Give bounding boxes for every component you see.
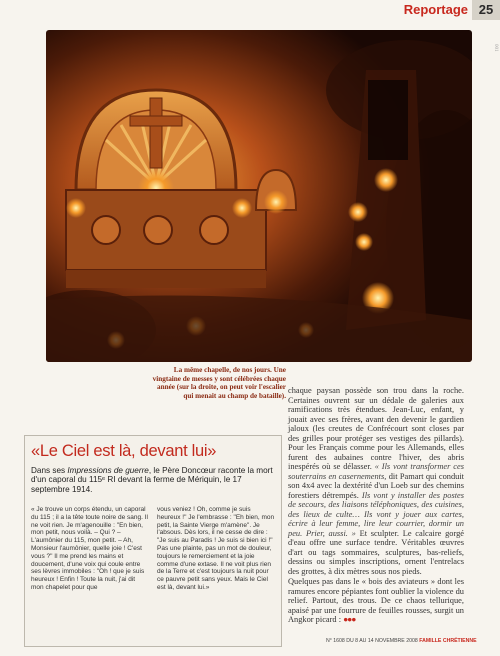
lead-book-title: Impressions de guerre xyxy=(67,466,149,475)
lead-text-b: , le Père Doncœur raconte la mort d'un caporal du 115ᵉ RI devant la ferme de Mériquin, le 17 septembre 1914. xyxy=(31,466,273,494)
lead-text-a: Dans ses xyxy=(31,466,68,475)
sidebar-column-left: « Je trouve un corps étendu, un caporal du 115 ; il a la tête toute noire de sang. Il ne voit rien. Je m'agenouille : "En bien, mon petit, nous voilà. – Qui ? – L'aumônier du 115, mon petit. – Ah, Monsieur l'aumônier, quelle joie ! C'est vous ?" Il me prend les mains et doucement, d'une voix qui coule entre ses lèvres immobiles : "Oh ! que je suis heureux ! Enfin ! Toute la nuit, j'ai dit mon chapelet pour que xyxy=(31,506,148,591)
chapel-photo xyxy=(46,30,472,362)
paragraph-text: dit Pamart qui conduit son 4x4 avec la dextérité d'un Loeb sur des chemins forestiers détrempés. xyxy=(288,471,465,500)
paragraph-quote: Ils vont y installer des postes de secours, des liaisons téléphoniques, des cuisines, des lieux de culte… Ils vont y jouer aux cartes, écrire à leur femme, lire leur courrier, dormir un peu. Prier, aussi. » xyxy=(288,490,465,538)
paragraph-text: chaque paysan possède son trou dans la roche. Certaines ouvrent sur un dédale de galeries aux ramifications très étendues. Jean-Luc, enfant, y jouait avec ses frères, avant den devenir le gardien jaloux (les creutes de Confrécourt sont closes par des grilles pour protéger ses vestiges des pillards). Pour les Français comme pour les Allemands, elles furent des aubaines contre l'hiver, des abris inespérés où se délasser. xyxy=(288,386,464,471)
magazine-name: FAMILLE CHRÉTIENNE xyxy=(419,638,477,644)
sidebar-headline: «Le Ciel est là, devant lui» xyxy=(31,442,217,460)
sidebar-lead xyxy=(31,466,275,494)
issue-info: N° 1608 DU 8 AU 14 NOVEMBRE 2008 xyxy=(326,638,418,644)
photo-caption: La même chapelle, de nos jours. Une vingtaine de messes y sont célébrées chaque année (sur la droite, on peut voir l'escalier qui menait au champ de bataille). xyxy=(152,366,286,400)
page-number: 25 xyxy=(472,0,500,20)
paragraph-text: Quelques pas dans le « bois des aviateurs » dont les ramures encore pépiantes font oublier la violence du relief. Partout, des trous. De ce chaos tellurique, apaisé par une fourrure de feuilles rousses, surgit un Angkor picard : xyxy=(288,577,464,624)
sidebar-column-right: vous veniez ! Oh, comme je suis heureux !" Je l'embrasse : "Eh bien, mon petit, la Sainte Vierge m'amène". Je l'absous. Dès lors, il ne cesse de dire : "Je suis au Paradis ! Je suis si bien ici !" Pas une plainte, pas un mot de douleur, toujours le remerciement et la joie comme d'une extase. Il ne voit plus rien de la Terre et c'est toujours la nuit pour ce pauvre petit sans yeux. Mais le Ciel est là, devant lui.» xyxy=(157,506,275,591)
sidebar-box xyxy=(24,435,282,647)
article-paragraph-2 xyxy=(288,577,464,625)
paragraph-quote: « Ils vont transformer ces souterrains en casernements, xyxy=(288,462,464,481)
paragraph-text: Et sculpter. Le calcaire gorgé d'eau offre une surface tendre. Véritables œuvres d'art ou tags sommaires, sculptures, bas-reliefs, dessins ou simples inscriptions, ornent l'entrelacs des grottes, à dix mètres sous nos pieds. xyxy=(288,528,465,576)
end-dots-icon: ●●● xyxy=(343,615,356,624)
article-paragraph-1 xyxy=(288,386,464,576)
scan-edge-mark: 001 xyxy=(493,44,498,52)
article-column xyxy=(288,386,464,626)
underground-chapel-photo-icon xyxy=(46,30,472,362)
page-footer xyxy=(326,638,477,644)
section-label: Reportage xyxy=(403,2,468,17)
